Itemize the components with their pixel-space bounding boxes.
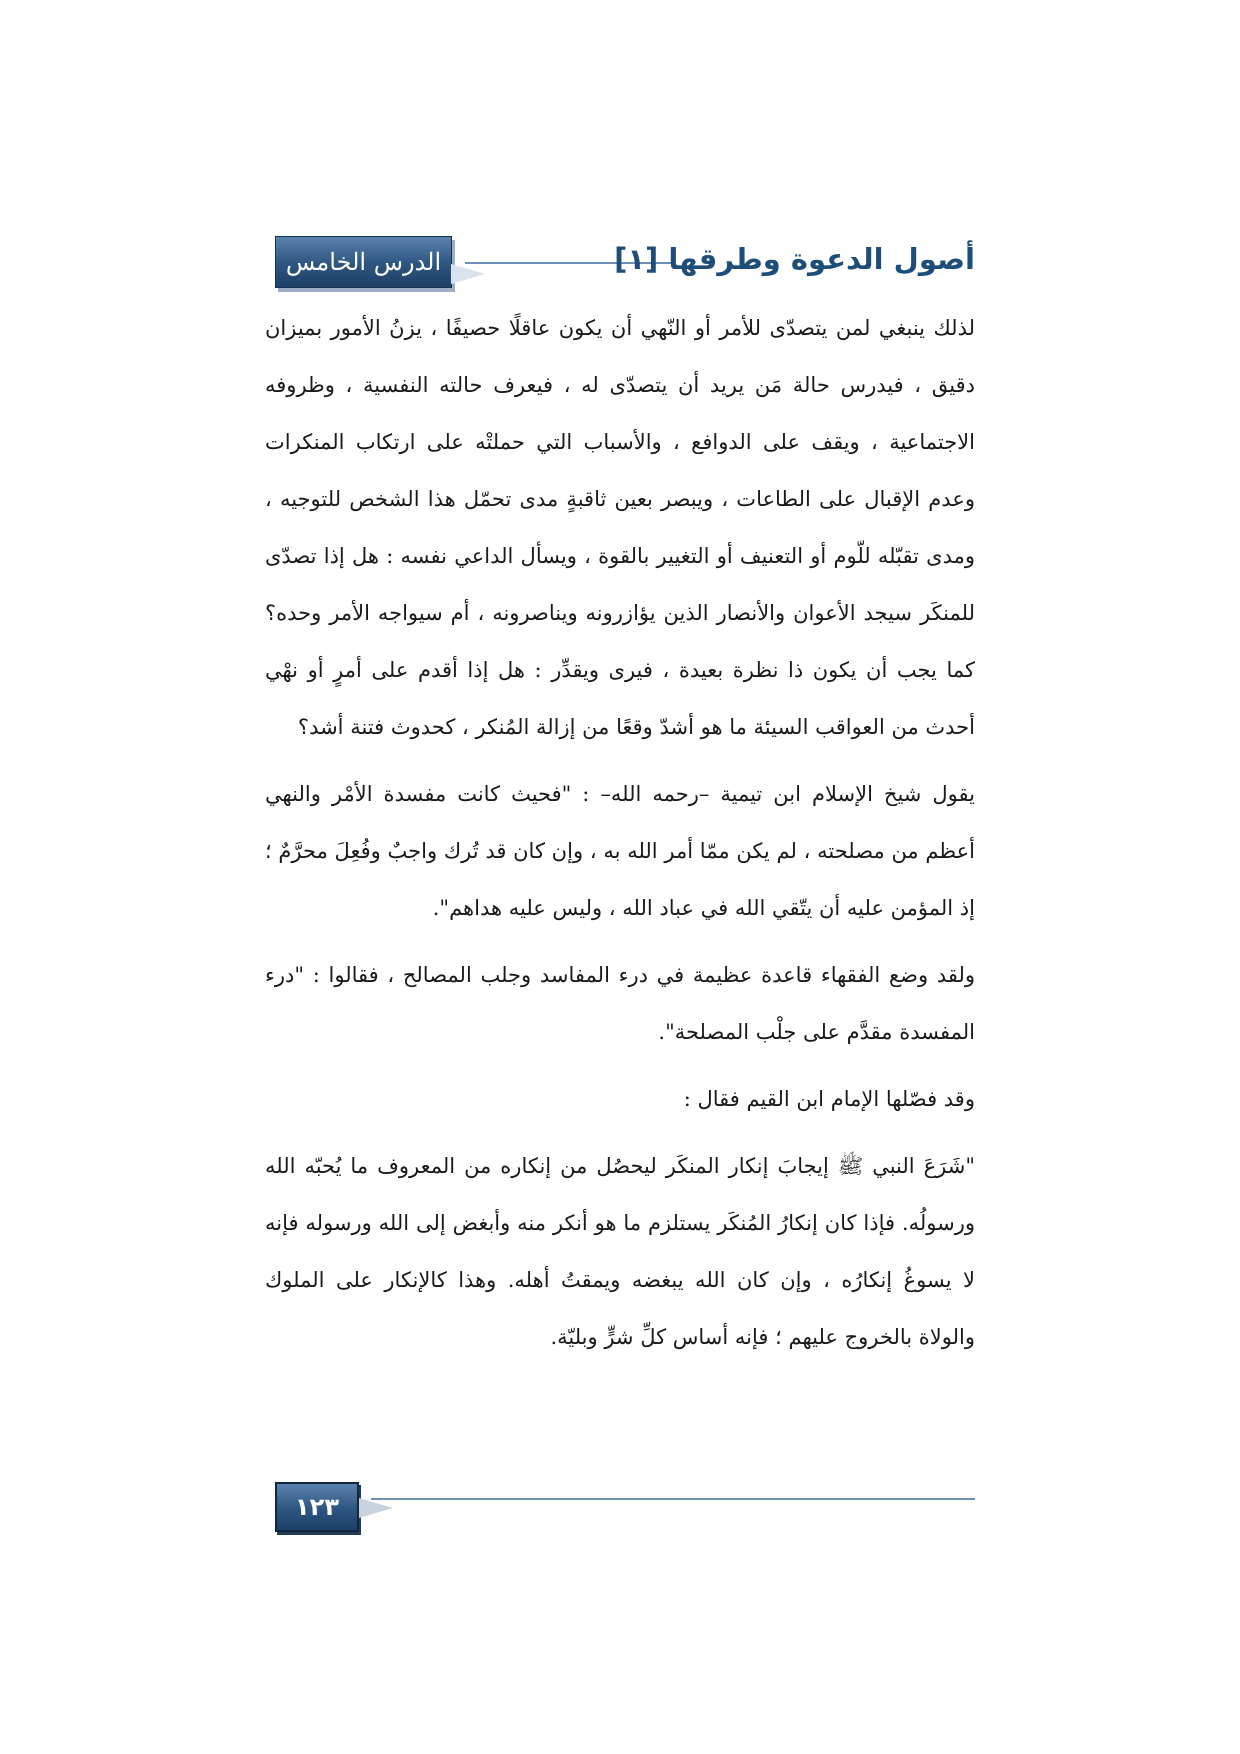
paragraph-3: ولقد وضع الفقهاء قاعدة عظيمة في درء المفاسد وجلب المصالح ، فقالوا : "درء المفسدة مقدَّم على جلْب المصلحة". (265, 963, 975, 1044)
paragraph-5: "شَرَعَ النبي ﷺ إيجابَ إنكار المنكَر ليحصُل من إنكاره من المعروف ما يُحبّه الله ورسولُه. فإذا كان إنكارُ المُنكَر يستلزم ما هو أنكر منه وأبغض إلى الله ورسوله فإنه لا يسوغُ إنكارُه ، وإن كان الله يبغضه ويمقتُ أهله. وهذا كالإنكار على الملوك والولاة بالخروج عليهم ؛ فإنه أساس كلِّ شرٍّ وبليّة. (265, 1154, 975, 1349)
footer-tail-decoration (359, 1498, 393, 1518)
page-number-box (275, 1482, 359, 1532)
book-title: أصول الدعوة وطرقها [١] (614, 242, 975, 276)
badge-tail-decoration (451, 264, 485, 284)
paragraph-2: يقول شيخ الإسلام ابن تيمية –رحمه الله– : "فحيث كانت مفسدة الأمْر والنهي أعظم من مصلحته ، لم يكن ممّا أمر الله به ، وإن كان قد تُرك واجبٌ وفُعِلَ محرَّمٌ ؛ إذ المؤمن عليه أن يتّقي الله في عباد الله ، وليس عليه هداهم". (265, 782, 975, 920)
page-footer (275, 1482, 975, 1538)
page-body (265, 300, 975, 1376)
paragraph-1: لذلك ينبغي لمن يتصدّى للأمر أو النّهي أن يكون عاقلًا حصيفًا ، يزنُ الأمور بميزان دقيق ، فيدرس حالة مَن يريد أن يتصدّى له ، فيعرف حالته النفسية ، وظروفه الاجتماعية ، ويقف على الدوافع ، والأسباب التي حملتْه على ارتكاب المنكرات وعدم الإقبال على الطاعات ، ويبصر بعين ثاقبةٍ مدى تحمّل هذا الشخص للتوجيه ، ومدى تقبّله للّوم أو التعنيف أو التغيير بالقوة ، ويسأل الداعي نفسه : هل إذا تصدّى للمنكَر سيجد الأعوان والأنصار الذين يؤازرونه ويناصرونه ، أم سيواجه الأمر وحده؟ كما يجب أن يكون ذا نظرة بعيدة ، فيرى ويقدِّر : هل إذا أقدم على أمرٍ أو نهْي أحدث من العواقب السيئة ما هو أشدّ وقعًا من إزالة المُنكر ، كحدوث فتنة أشد؟ (265, 316, 975, 739)
lesson-label: الدرس الخامس (285, 248, 442, 276)
footer-divider (371, 1498, 975, 1500)
page-header (275, 230, 975, 288)
lesson-badge (275, 236, 452, 288)
paragraph-4: وقد فصّلها الإمام ابن القيم فقال : (683, 1087, 975, 1111)
page-number: ١٢٣ (295, 1493, 339, 1521)
